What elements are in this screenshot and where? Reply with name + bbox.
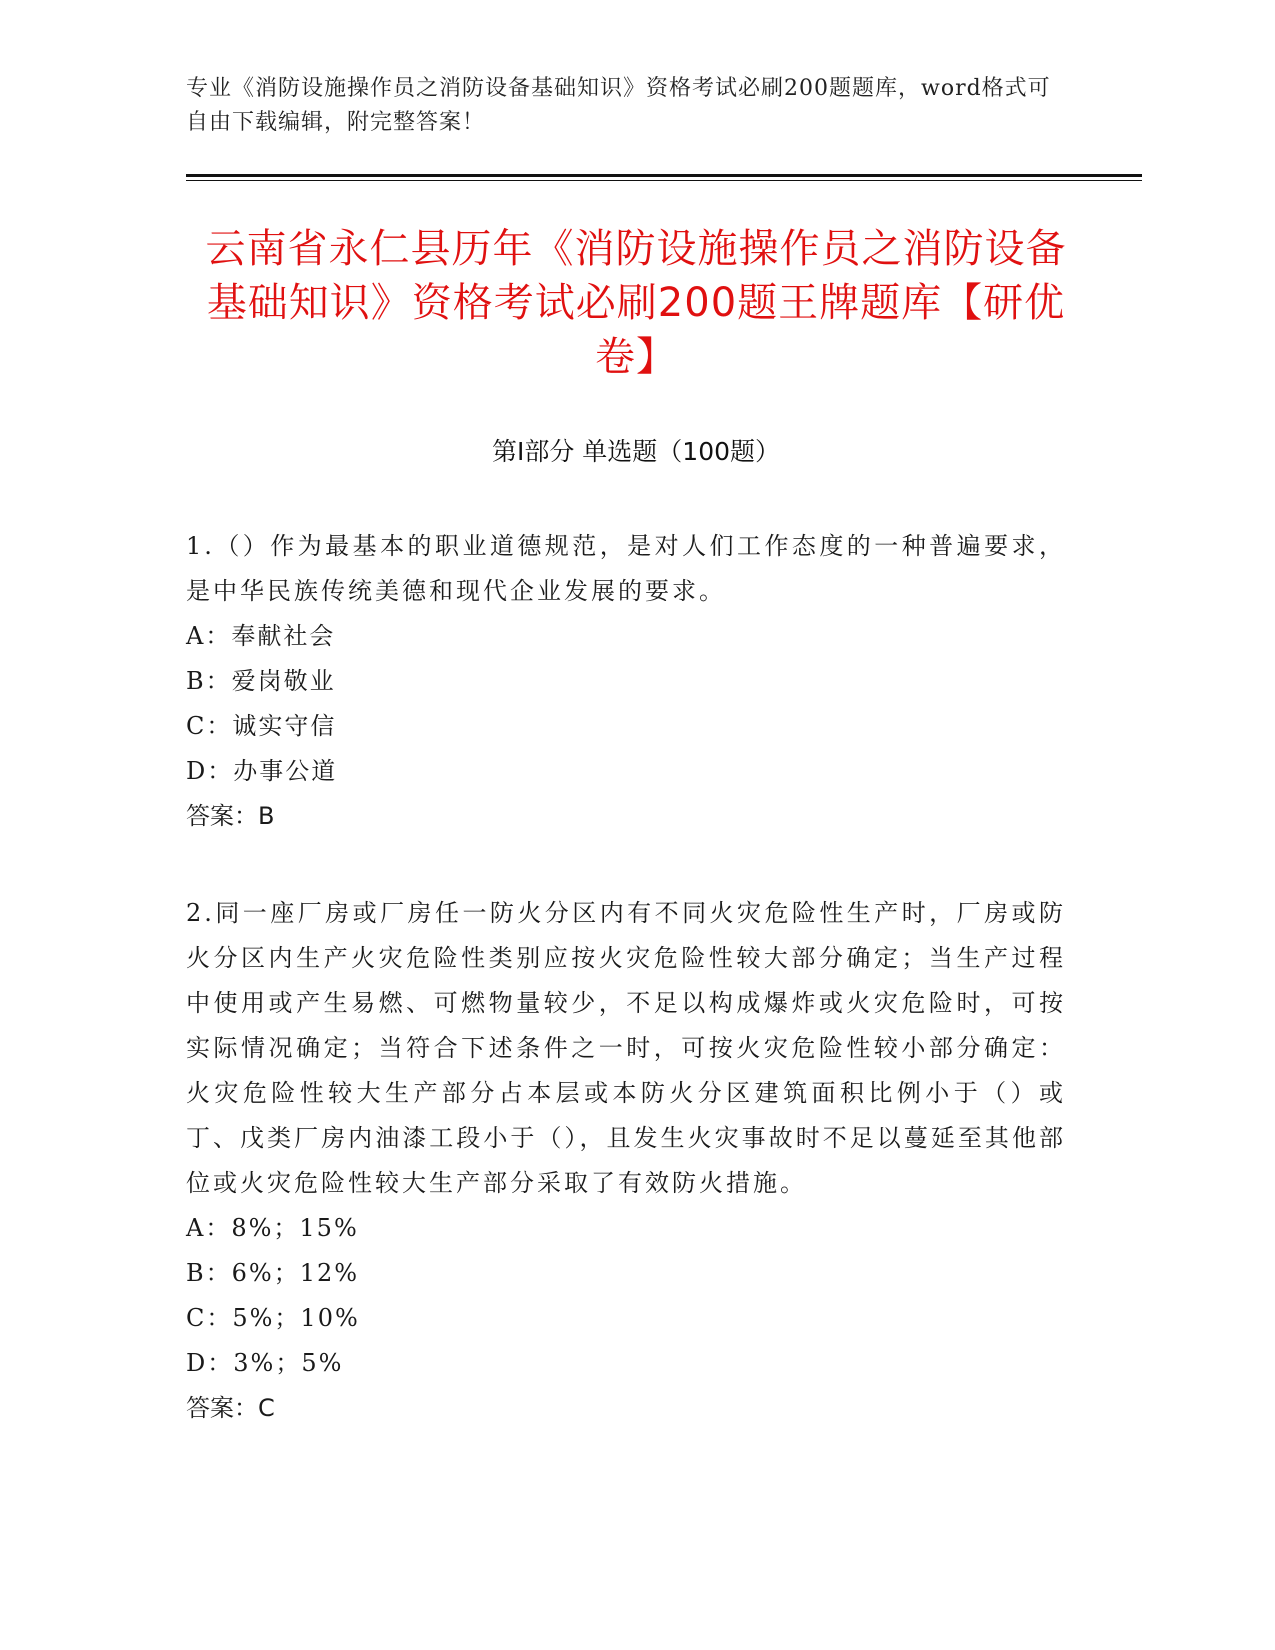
answer-line: 答案：B <box>186 802 275 830</box>
header-divider-thin <box>186 180 1142 181</box>
section-heading: 第I部分 单选题（100题） <box>491 437 781 466</box>
option-c: C：诚实守信 <box>186 712 337 740</box>
option-b: B：爱岗敬业 <box>186 667 336 695</box>
option-c: C：5%；10% <box>186 1304 360 1332</box>
question-stem: 1.（）作为最基本的职业道德规范，是对人们工作态度的一种普遍要求，是中华民族传统美德和现代企业发展的要求。 <box>186 532 1066 605</box>
option-a: A：8%；15% <box>186 1214 359 1242</box>
question-stem: 2.同一座厂房或厂房任一防火分区内有不同火灾危险性生产时，厂房或防火分区内生产火灾危险性类别应按火灾危险性较大部分确定；当生产过程中使用或产生易燃、可燃物量较少，不足以构成爆炸或火灾危险时，可按实际情况确定；当符合下述条件之一时，可按火灾危险性较小部分确定：火灾危险性较大生产部分占本层或本防火分区建筑面积比例小于（）或丁、戊类厂房内油漆工段小于（），且发生火灾事故时不足以蔓延至其他部位或火灾危险性较大生产部分采取了有效防火措施。 <box>186 899 1066 1197</box>
option-a: A：奉献社会 <box>186 622 336 650</box>
option-b: B：6%；12% <box>186 1259 360 1287</box>
option-d: D：3%；5% <box>186 1349 344 1377</box>
document-title: 云南省永仁县历年《消防设施操作员之消防设备基础知识》资格考试必刷200题王牌题库【研优卷】 <box>205 226 1067 380</box>
question-list <box>186 524 1066 1431</box>
question-2 <box>186 891 1066 1431</box>
header-note: 专业《消防设施操作员之消防设备基础知识》资格考试必刷200题题库，word格式可自由下载编辑，附完整答案！ <box>186 76 1051 135</box>
question-1 <box>186 524 1066 839</box>
answer-line: 答案：C <box>186 1394 275 1422</box>
option-d: D：办事公道 <box>186 757 338 785</box>
header-divider-thick <box>186 174 1142 177</box>
